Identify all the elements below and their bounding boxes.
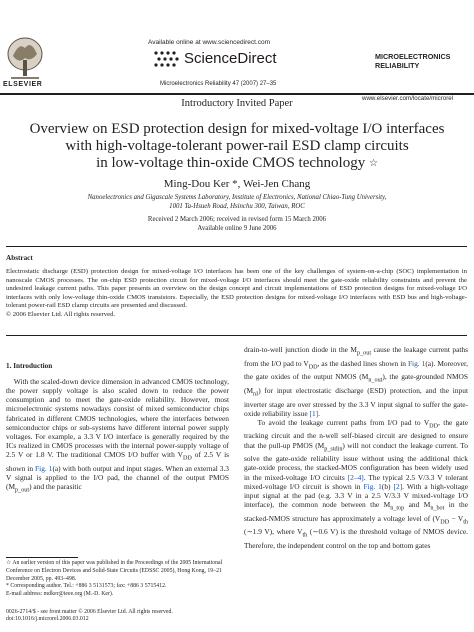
author-list: Ming-Dou Ker *, Wei-Jen Chang [163, 178, 311, 190]
subscript: DD [308, 364, 318, 371]
subscript: DD [440, 519, 450, 526]
affiliation-line-1: Nanoelectronics and Gigascale Systems Laboratory, Institute of Electronics, National Chiao-Tung University, [87, 194, 387, 201]
text-run: ) for input electrostatic discharge (ESD) protection, and the input inverter stage are over stressed by the 3.3 V input signal to suffer the gate-oxide reliability issue [244, 385, 468, 418]
text-run: ), the gate-grounded NMOS (M [244, 372, 469, 395]
abstract-copyright: © 2006 Elsevier Ltd. All rights reserved. [6, 310, 116, 318]
reference-link[interactable]: [1] [309, 408, 319, 418]
text-run: . With a high-voltage input signal at the pad (e.g. 3.3 V in a 2.5 V/3.3 V mixed-voltage I/O interface), the common node between the M [244, 481, 469, 509]
sciencedirect-wordmark: ScienceDirect [184, 50, 277, 67]
title-line-3: in low-voltage thin-oxide CMOS technology [96, 155, 366, 171]
journal-name [375, 52, 450, 70]
text-run: drain-to-well junction diode in the M [244, 345, 357, 354]
figure-link[interactable]: Fig. 1 [35, 463, 53, 473]
subscript: th [463, 519, 468, 526]
article-title [0, 121, 474, 172]
text-run: , the gate tracking circuit and the n-well self-biased circuit are designed to ensure that the pull-up PMOS (M [244, 417, 468, 450]
title-line-1: Overview on ESD protection design for mixed-voltage I/O interfaces [29, 121, 445, 137]
title-footnote-mark[interactable]: ☆ [368, 158, 378, 169]
received-date: Received 2 March 2006; received in revised form 15 March 2006 [147, 216, 327, 223]
journal-name-line2: RELIABILITY [375, 61, 420, 70]
doi-line[interactable]: doi:10.1016/j.microrel.2006.03.012 [6, 616, 89, 623]
affiliation [0, 194, 474, 211]
subscript: n_bot [430, 505, 445, 512]
article-identifiers [6, 609, 229, 624]
abstract-heading: Abstract [6, 254, 33, 262]
article-type: Introductory Invited Paper [181, 98, 293, 109]
header-rule [0, 93, 474, 95]
subscript: n_out [368, 377, 383, 384]
subscript: nI [253, 391, 259, 398]
abstract-body [6, 268, 467, 320]
text-run: With the scaled-down device dimension in advanced CMOS technology, the power supply voltage is also scaled down to reduce the power consumption and to meet the gate-oxide reliability. However, most microelectronic systems nowadays consist of mixed semiconductor chips fabricated in different CMOS technologies, where the interfaces between semiconductor chips or sub-systems have different internal power supply voltages. For example, a 3.3 V I/O interface is generally required by the ICs realized in CMOS processes with the internal power-supply voltage of 2.5 V or 1.8 V. The traditional CMOS I/O buffer with V [6, 377, 229, 460]
right-paragraph-1 [244, 345, 468, 418]
available-online-date: Available online 9 June 2006 [197, 224, 277, 232]
figure-link[interactable]: Fig. 1 [407, 358, 426, 368]
reference-link[interactable]: [2] [393, 481, 403, 491]
affiliation-line-2: 1001 Ta-Hsueh Road, Hsinchu 300, Taiwan, ROC [169, 202, 305, 210]
issn-line: 0026-2714/$ - see front matter © 2006 Elsevier Ltd. All rights reserved. [6, 609, 173, 615]
subscript: n_top [390, 505, 405, 512]
figure-link[interactable]: Fig. 1 [363, 481, 382, 491]
footnote-3: E-mail address: mdker@ieee.org (M.-D. Ker). [6, 591, 114, 598]
text-run: in the stacked-NMOS structure has approximately a voltage level of (V [244, 500, 468, 523]
text-run: (b) [381, 481, 394, 491]
abstract-top-rule [6, 246, 467, 247]
subscript: p_out [15, 487, 30, 494]
sciencedirect-dots-icon [152, 49, 180, 69]
text-run: and M [404, 500, 431, 509]
footnote-rule [6, 557, 78, 558]
right-column [244, 345, 468, 550]
publisher-name: ELSEVIER [3, 81, 43, 88]
text-run: , as the dashed lines shown in [317, 358, 408, 368]
journal-url[interactable]: www.elsevier.com/locate/microrel [362, 95, 454, 102]
footnotes [6, 560, 229, 599]
footnote-2: * Corresponding author. Tel.: +886 3 5131573; fax: +886 3 5715412. [6, 583, 167, 590]
subscript: DD [182, 455, 192, 462]
reference-link[interactable]: [2–4] [347, 472, 364, 482]
journal-name-line1: MICROELECTRONICS [375, 52, 451, 61]
text-run: cause the leakage current paths from the I/O pad to V [244, 345, 468, 368]
text-run: ) and the parasitic [29, 482, 82, 492]
elsevier-tree-logo [5, 34, 45, 84]
article-dates [0, 216, 474, 234]
subscript: DD [429, 423, 439, 430]
journal-reference: Microelectronics Reliability 47 (2007) 27–35 [160, 81, 277, 87]
text-run: (∼1.9 V), where V [244, 527, 303, 537]
right-paragraph-2 [244, 418, 468, 550]
title-line-2: with high-voltage-tolerant power-rail ESD clamp circuits [65, 138, 409, 154]
text-run: of 2.5 V is shown in [6, 450, 229, 473]
subscript: p_out [357, 350, 372, 357]
footnote-1: ☆ An earlier version of this paper was published in the Proceedings of the 2005 International Conference on Electron Devices and Solid-State Circuits (EDSSC 2005), Hong Kong, 19–21 December 2005, pp. 493–498. [6, 560, 223, 582]
available-online-text: Available online at www.sciencedirect.com [148, 39, 270, 46]
section-heading: 1. Introduction [6, 362, 53, 370]
subscript: th [302, 532, 308, 539]
text-run: ) will not conduct the leakage current. To solve the gate-oxide reliability issue without using the additional thick gate-oxide process, the stacked-MOS configuration has been widely used in the mixed-voltage I/O circuits [244, 440, 468, 482]
text-run: (a). Moreover, the gate oxides of the output NMOS (M [244, 358, 469, 382]
text-run: − V [449, 513, 464, 523]
text-run: (a) with both output and input stages. When an external 3.3 V signal is applied to the I/O pad, the channel of the output PMOS (M [6, 463, 230, 492]
text-run: . The typical 2.5 V/3.3 V tolerant mixed-voltage I/O circuit is shown in [244, 472, 468, 491]
subscript: p_stdin [324, 446, 343, 453]
abstract-text: Electrostatic discharge (ESD) protection design for mixed-voltage I/O interfaces has been one of the key challenges of system-on-a-chip (SOC) implementation in nanoscale CMOS processes. The on-chip ESD protection circuit for mixed-voltage I/O interfaces should meet the gate-oxide reliability constraints and prevent the undesired leakage current paths. This paper presents an overview on the design concept and circuit implementations of ESD protection designs for mixed-voltage I/O interfaces with only low-voltage thin-oxide CMOS transistors. Especially, the ESD protection designs for mixed-voltage I/O interfaces with ESD bus and high-voltage-tolerant power-rail ESD clamp circuits are presented and discussed. [6, 268, 467, 310]
abstract-bottom-rule [6, 335, 467, 336]
text-run: . [318, 408, 320, 418]
text-run: To avoid the leakage current paths from I/O pad to V [257, 417, 430, 427]
text-run: (∼0.6 V) is the threshold voltage of NMOS device. Therefore, the independent control on the top and bottom gates [244, 527, 468, 550]
left-column-paragraph [6, 377, 229, 496]
